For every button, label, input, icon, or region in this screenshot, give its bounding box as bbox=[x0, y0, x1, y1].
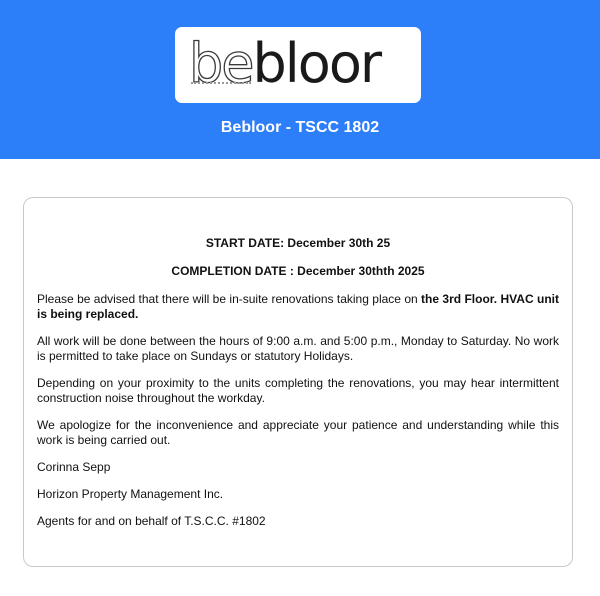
logo-wordmark bbox=[189, 29, 380, 99]
logo-be: be bbox=[189, 32, 253, 95]
notice-content bbox=[37, 236, 559, 541]
header-banner bbox=[0, 0, 600, 159]
renovation-text: Please be advised that there will be in-suite renovations taking place on bbox=[37, 292, 422, 306]
start-date: START DATE: December 30th 25 bbox=[205, 236, 391, 250]
signature-name: Corinna Sepp bbox=[37, 460, 111, 474]
signature-agent: Agents for and on behalf of T.S.C.C. #1802 bbox=[37, 514, 266, 528]
signature-company: Horizon Property Management Inc. bbox=[37, 487, 224, 501]
notice-paragraph-apology: We apologize for the inconvenience and appreciate your patience and understanding while this work is being carried out. bbox=[37, 418, 559, 447]
notice-paragraph-renovation bbox=[37, 292, 559, 322]
brand-logo bbox=[175, 27, 421, 103]
notice-paragraph-hours: All work will be done between the hours of 9:00 a.m. and 5:00 p.m., Monday to Saturday. No work is permitted to take place on Sundays or statutory Holidays. bbox=[37, 334, 559, 363]
header-title: Bebloor - TSCC 1802 bbox=[220, 119, 380, 136]
renovation-location: the 3rd Floor. HVAC unit is being replaced. bbox=[37, 292, 559, 321]
logo-bloor: bloor bbox=[252, 32, 381, 95]
notice-paragraph-noise: Depending on your proximity to the units completing the renovations, you may hear intermittent construction noise throughout the workday. bbox=[37, 376, 559, 405]
logo-underline bbox=[191, 82, 251, 84]
completion-date: COMPLETION DATE : December 30thth 2025 bbox=[171, 264, 425, 278]
